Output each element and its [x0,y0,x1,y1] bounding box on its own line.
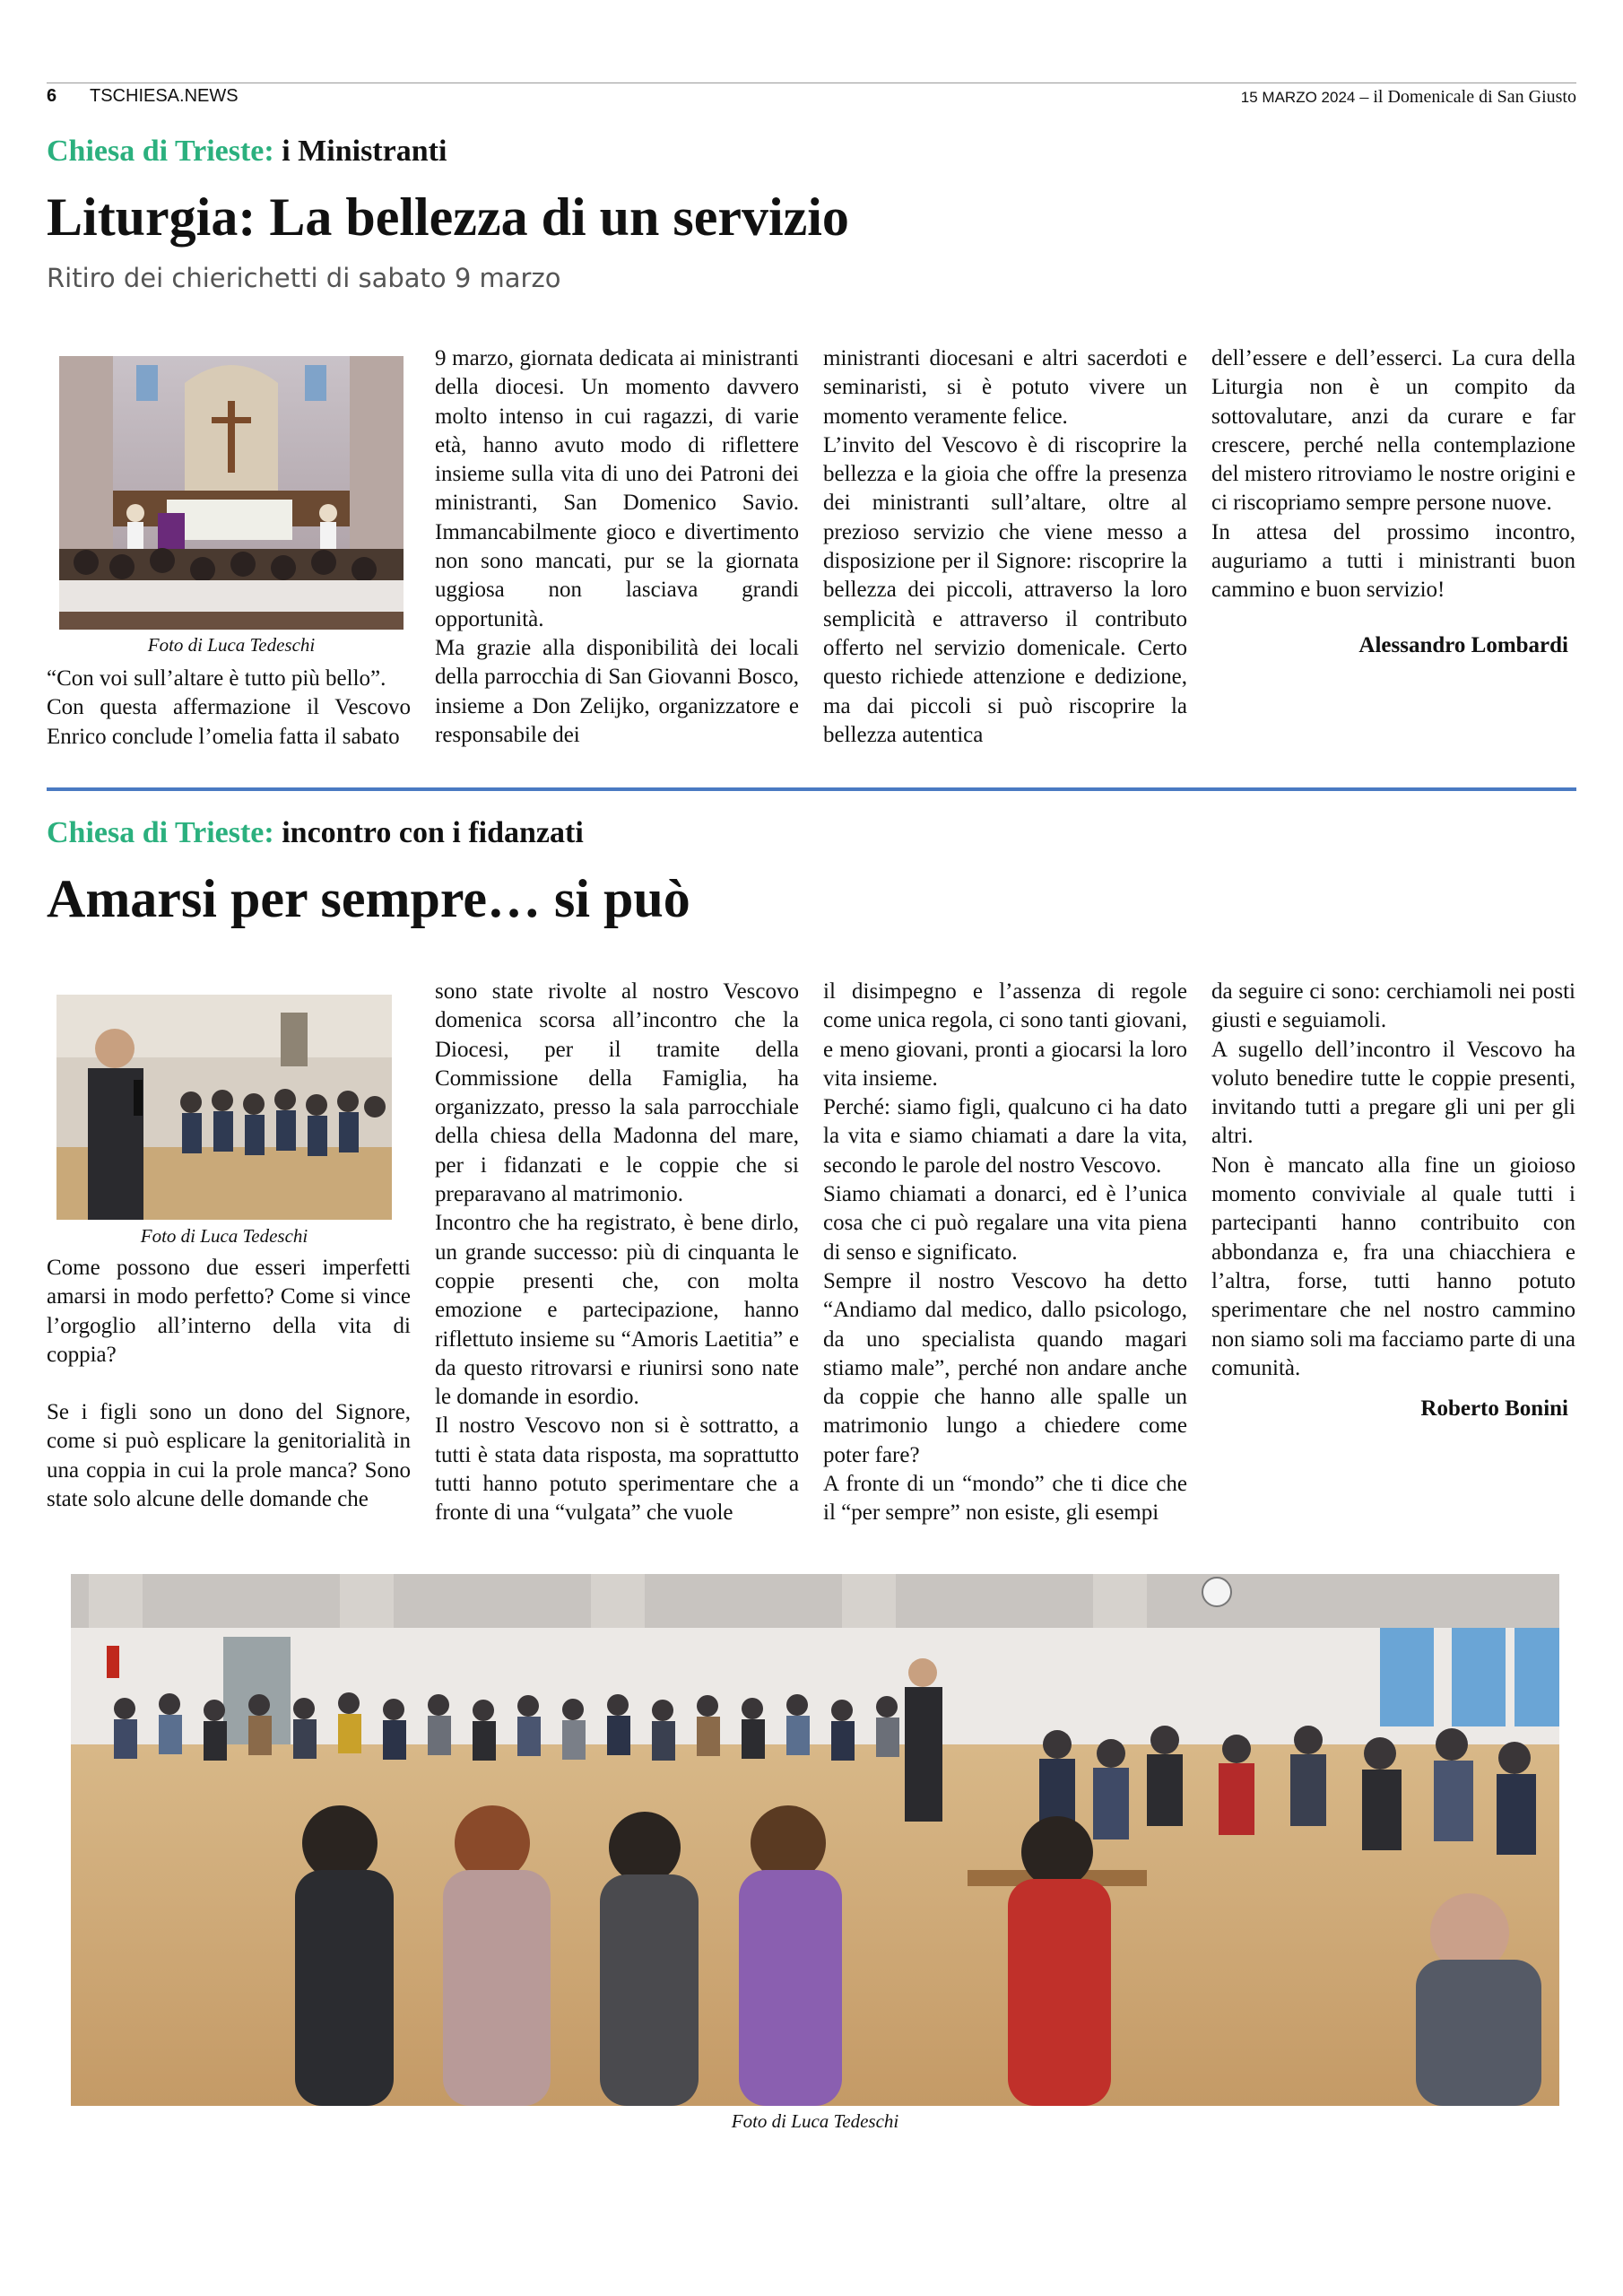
article2-kicker-topic: incontro con i fidanzati [273,816,584,849]
paragraph: sono state rivolte al nostro Vescovo domenica scorsa all’incontro che la Diocesi, per il tramite della Commissione della Famiglia, ha organizzato, presso la sala parrocchiale della chiesa della Madonna del mare, per i fidanzati e le coppie che si preparavano al matrimonio. [435,979,799,1207]
article1-kicker-section: Chiesa di Trieste: [47,135,274,168]
article1-column-1 [47,665,411,752]
article2-photo-group [71,1574,1559,2106]
paragraph: il disimpegno e l’assenza di regole come unica regola, ci sono tanti giovani, e meno giovani, pronti a giocarsi la loro vita insieme. [823,979,1187,1091]
article1-subtitle: Ritiro dei chierichetti di sabato 9 marzo [47,263,561,293]
article1-column-2 [435,344,799,750]
article1-column-3 [823,344,1187,750]
publication-name: TSCHIESA.NEWS [90,86,239,106]
paragraph: “Con voi sull’altare è tutto più bello”. [47,666,386,691]
issue-info [1241,87,1576,108]
paragraph: Non è mancato alla fine un gioioso momento conviviale al quale tutti i partecipanti hanno contribuito con abbondanza e, fra una chiacchiera e l’altra, forse, tutti hanno potuto sperimentare che nel nostro cammino non siamo soli ma facciamo parte di una comunità. [1211,1152,1575,1380]
paragraph-gap [47,1370,411,1398]
article2-title: Amarsi per sempre… si può [47,869,690,928]
masthead: – il Domenicale di San Giusto [1355,87,1576,107]
article2-column-3 [823,978,1187,1528]
paragraph: Il nostro Vescovo non si è sottratto, a tutti è stata data risposta, ma soprattutto tutti hanno potuto sperimentare che a fronte di una “vulgata” che vuole [435,1413,799,1526]
article2-column-1 [47,1254,411,1514]
article2-column-2 [435,978,799,1528]
article2-author: Roberto Bonini [1420,1396,1568,1421]
article1-photo-caption: Foto di Luca Tedeschi [147,634,316,656]
paragraph: Incontro che ha registrato, è bene dirlo, un grande successo: più di cinquanta le coppie presenti che, con molta emozione e partecipazione, hanno riflettuto insieme su “Amoris Laetitia” e da questo ritrovarsi e riunirsi sono nate le domande in esordio. [435,1211,799,1410]
article2-photo-bishop [56,995,392,1220]
paragraph: Perché: siamo figli, qualcuno ci ha dato la vita e siamo chiamati a dare la vita, secondo le parole del nostro Vescovo. [823,1095,1187,1178]
paragraph: Siamo chiamati a donarci, ed è l’unica cosa che ci può regalare una vita piena di senso e significato. [823,1182,1187,1265]
article2-kicker [47,816,584,850]
article1-photo-altar [59,356,404,630]
paragraph: L’invito del Vescovo è di riscoprire la bellezza e la gioia che offre la presenza dei ministranti sull’altare, oltre al prezioso servizio che viene messo a disposizione per il Signore: riscoprire la bellezza dei piccoli, attraverso la loro semplicità e attraverso il contributo offerto nel servizio domenicale. Certo questo richiede attenzione e dedizione, ma dai piccoli si può riscoprire la bellezza autentica [823,432,1187,747]
article2-kicker-section: Chiesa di Trieste: [47,816,274,849]
paragraph: Ma grazie alla disponibilità dei locali della parrocchia di San Giovanni Bosco, insieme a Don Zelijko, organizzatore e responsabile dei [435,635,799,747]
paragraph: In attesa del prossimo incontro, auguriamo a tutti i ministranti buon cammino e buon servizio! [1211,519,1575,603]
issue-date: 15 MARZO 2024 [1240,89,1356,106]
page-number: 6 [47,86,57,106]
paragraph: da seguire ci sono: cerchiamoli nei posti giusti e seguiamoli. [1211,979,1575,1033]
paragraph: Se i figli sono un dono del Signore, come si può esplicare la genitorialità in una coppia in cui la prole manca? Sono state solo alcune delle domande che [47,1400,411,1512]
article1-kicker [47,135,447,169]
paragraph: dell’essere e dell’esserci. La cura della Liturgia non è un compito da sottovalutare, anzi da curare e far crescere, perché nella contemplazione del mistero ritroviamo le nostre origini e ci riscopriamo sempre persone nuove. [1211,346,1575,516]
article1-author: Alessandro Lombardi [1358,633,1568,657]
article1-column-4 [1211,344,1575,605]
paragraph: Come possono due esseri imperfetti amarsi in modo perfetto? Come si vince l’orgoglio all’interno della vita di coppia? [47,1256,411,1367]
section-divider [47,787,1576,791]
paragraph: A fronte di un “mondo” che ti dice che il “per sempre” non esiste, gli esempi [823,1472,1187,1526]
article1-title: Liturgia: La bellezza di un servizio [47,187,849,247]
paragraph: ministranti diocesani e altri sacerdoti e seminaristi, si è potuto vivere un momento veramente felice. [823,346,1187,429]
paragraph: Con questa affermazione il Vescovo Enrico conclude l’omelia fatta il sabato [47,695,411,749]
article2-column-4 [1211,978,1575,1383]
article2-bottom-photo-caption: Foto di Luca Tedeschi [731,2110,899,2132]
paragraph: Sempre il nostro Vescovo ha detto “Andiamo dal medico, dallo psicologo, da uno specialista quando magari stiamo male”, perché non andare anche da coppie che hanno alle spalle un matrimonio lungo a chiedere come poter fare? [823,1268,1187,1467]
article1-kicker-topic: i Ministranti [273,135,447,168]
paragraph: 9 marzo, giornata dedicata ai ministranti della diocesi. Un momento davvero molto intenso in cui ragazzi, di varie età, hanno avuto modo di riflettere insieme sulla vita di uno dei Patroni dei ministranti, San Domenico Savio. Immancabilmente gioco e divertimento non sono mancati, pur se la giornata uggiosa non lasciava grandi opportunità. [435,346,799,631]
paragraph: A sugello dell’incontro il Vescovo ha voluto benedire tutte le coppie presenti, invitando tutti a pregare gli uni per gli altri. [1211,1037,1575,1149]
article2-photo-caption: Foto di Luca Tedeschi [140,1225,308,1247]
